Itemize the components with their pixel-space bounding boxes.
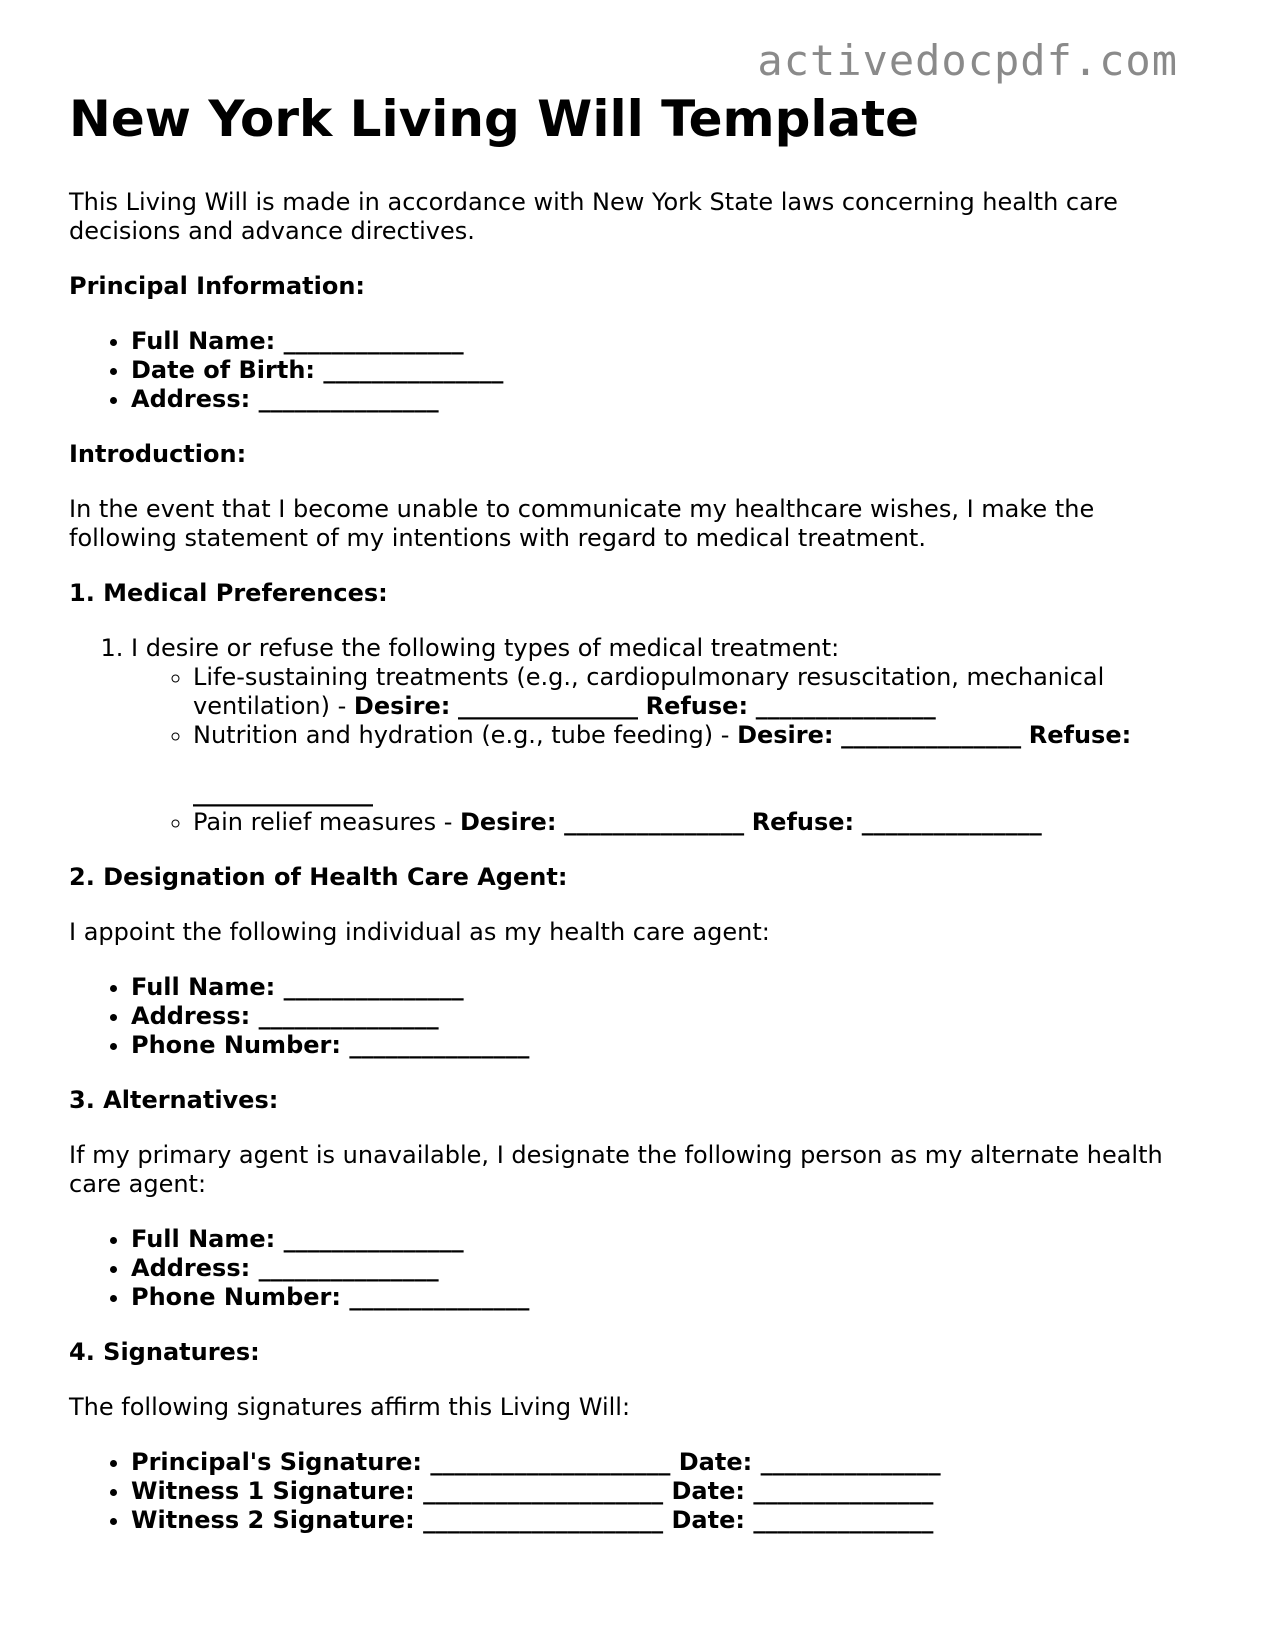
blank-line[interactable]: _______________ bbox=[349, 1283, 530, 1311]
blank-line[interactable]: _______________ bbox=[861, 808, 1042, 836]
blank-line[interactable]: _______________ bbox=[564, 808, 745, 836]
blank-line[interactable]: _______________ bbox=[283, 327, 464, 355]
blank-line[interactable]: _______________ bbox=[283, 1225, 464, 1253]
signature-field-list bbox=[69, 1448, 1199, 1535]
agent-phone-field[interactable]: • Phone Number: _______________ bbox=[131, 1031, 1199, 1060]
alternatives-text: If my primary agent is unavailable, I designate the following person as my alternate health care agent: bbox=[69, 1141, 1163, 1198]
blank-line[interactable]: _______________ bbox=[283, 973, 464, 1001]
agent-field-list bbox=[69, 973, 1199, 1060]
blank-line[interactable]: _______________ bbox=[258, 1002, 439, 1030]
agent-text: I appoint the following individual as my health care agent: bbox=[69, 918, 770, 946]
blank-line[interactable]: _______________ bbox=[841, 721, 1022, 749]
agent-address-field[interactable]: • Address: _______________ bbox=[131, 1002, 1199, 1031]
medical-preferences-heading: 1. Medical Preferences: bbox=[69, 579, 388, 607]
watermark: activedocpdf.com bbox=[757, 36, 1178, 85]
principal-heading: Principal Information: bbox=[69, 272, 366, 300]
alternate-phone-field[interactable]: • Phone Number: _______________ bbox=[131, 1283, 1199, 1312]
alternatives-heading: 3. Alternatives: bbox=[69, 1086, 279, 1114]
blank-line[interactable]: _______________ bbox=[457, 692, 638, 720]
blank-line[interactable]: _______________ bbox=[323, 356, 504, 384]
blank-line[interactable]: _______________ bbox=[193, 779, 373, 807]
signatures-heading: 4. Signatures: bbox=[69, 1338, 260, 1366]
witness-1-signature-field[interactable]: • Witness 1 Signature: ____________________ Date: _______________ bbox=[131, 1477, 1199, 1506]
introduction-heading: Introduction: bbox=[69, 440, 247, 468]
alternate-full-name-field[interactable]: • Full Name: _______________ bbox=[131, 1225, 1199, 1254]
blank-line[interactable]: _______________ bbox=[258, 385, 439, 413]
medical-preferences-list bbox=[69, 634, 1199, 837]
witness-2-signature-field[interactable]: • Witness 2 Signature: ____________________ Date: _______________ bbox=[131, 1506, 1199, 1535]
date-line[interactable]: _______________ bbox=[760, 1448, 941, 1476]
treatment-life-sustaining: ◦ Life-sustaining treatments (e.g., cardiopulmonary resuscitation, mechanical ventilation) - Desire: _______________ Refuse: _______________ bbox=[193, 663, 1199, 721]
alternatives-field-list bbox=[69, 1225, 1199, 1312]
alternate-address-field[interactable]: • Address: _______________ bbox=[131, 1254, 1199, 1283]
treatment-pain-relief: ◦ Pain relief measures - Desire: _______________ Refuse: _______________ bbox=[193, 808, 1199, 837]
agent-full-name-field[interactable]: • Full Name: _______________ bbox=[131, 973, 1199, 1002]
blank-line[interactable]: _______________ bbox=[258, 1254, 439, 1282]
signatures-text: The following signatures affirm this Living Will: bbox=[69, 1393, 631, 1421]
principal-address-field[interactable]: • Address: _______________ bbox=[131, 385, 1199, 414]
principal-dob-field[interactable]: • Date of Birth: _______________ bbox=[131, 356, 1199, 385]
blank-line[interactable]: _______________ bbox=[755, 692, 936, 720]
principal-field-list bbox=[69, 327, 1199, 414]
list-item: 1. I desire or refuse the following types of medical treatment: ◦ Life-sustaining treatments (e.g., cardiopulmonary resuscitation, mechanical ventilation) - Desire: _______________ Refuse: _______________ ◦ Nutrition and hydration (e.g., tube feeding) - Desire: _______________ Refuse: _______________ ◦ Pain relief measures - Desire: _______________ Refuse: _______________ bbox=[131, 634, 1199, 837]
page-title: New York Living Will Template bbox=[69, 90, 920, 148]
signature-line[interactable]: ____________________ bbox=[423, 1477, 664, 1505]
blank-line[interactable]: _______________ bbox=[349, 1031, 530, 1059]
date-line[interactable]: _______________ bbox=[753, 1477, 934, 1505]
introduction-text: In the event that I become unable to communicate my healthcare wishes, I make the following statement of my intentions with regard to medical treatment. bbox=[69, 495, 1095, 552]
agent-heading: 2. Designation of Health Care Agent: bbox=[69, 863, 568, 891]
document-page bbox=[69, 92, 1199, 1535]
signature-line[interactable]: ____________________ bbox=[423, 1506, 664, 1534]
date-line[interactable]: _______________ bbox=[753, 1506, 934, 1534]
treatment-list bbox=[131, 663, 1199, 837]
intro-paragraph: This Living Will is made in accordance with New York State laws concerning health care decisions and advance directives. bbox=[69, 188, 1118, 245]
treatment-nutrition: ◦ Nutrition and hydration (e.g., tube feeding) - Desire: _______________ Refuse: _______________ bbox=[193, 721, 1199, 808]
principal-full-name-field[interactable]: • Full Name: _______________ bbox=[131, 327, 1199, 356]
signature-line[interactable]: ____________________ bbox=[430, 1448, 671, 1476]
principal-signature-field[interactable]: • Principal's Signature: ____________________ Date: _______________ bbox=[131, 1448, 1199, 1477]
